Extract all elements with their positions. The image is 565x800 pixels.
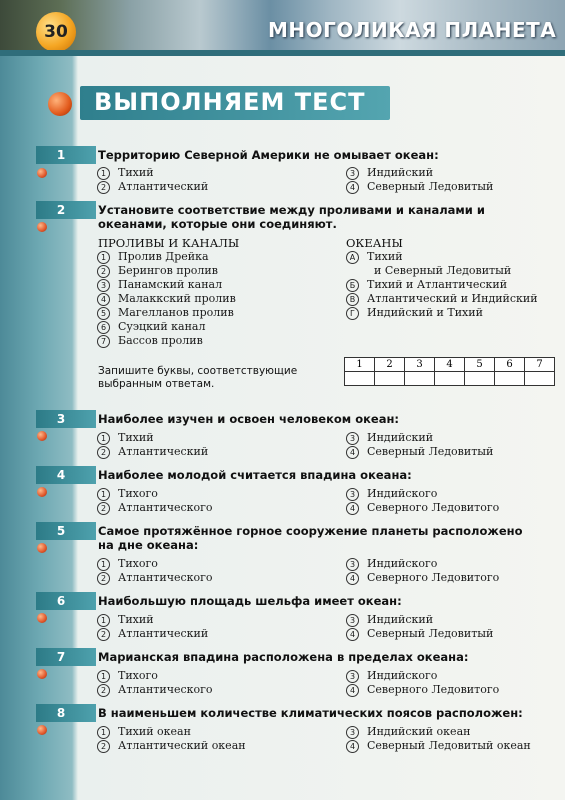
- option-label: Атлантический: [118, 180, 209, 193]
- question-dot-icon: [37, 613, 47, 623]
- option-mark: 1: [97, 614, 110, 627]
- option-mark: 4: [346, 684, 359, 697]
- answer-col-header: 1: [345, 358, 375, 372]
- option-2[interactable]: [97, 683, 213, 697]
- question-dot-icon: [37, 487, 47, 497]
- option-label: Северный Ледовитый: [367, 180, 494, 193]
- option-4[interactable]: [346, 571, 499, 585]
- option-mark: 3: [346, 432, 359, 445]
- ocean-mark: А: [346, 251, 359, 264]
- question-text: Самое протяжённое горное сооружение планеты расположено на дне океана:: [98, 524, 523, 552]
- strait-6: [97, 320, 205, 334]
- strait-7: [97, 334, 203, 348]
- option-3[interactable]: [346, 669, 437, 683]
- option-1[interactable]: [97, 431, 154, 445]
- strait-label: Магелланов пролив: [118, 306, 234, 319]
- page-header: [0, 0, 565, 56]
- strait-label: Суэцкий канал: [118, 320, 206, 333]
- question-text: Марианская впадина расположена в пределах океана:: [98, 650, 469, 664]
- option-label: Северный Ледовитый: [367, 627, 494, 640]
- option-label: Тихого: [118, 487, 158, 500]
- option-mark: 1: [97, 167, 110, 180]
- option-3[interactable]: [346, 613, 433, 627]
- answer-col-header: 2: [375, 358, 405, 372]
- strait-label: Панамский канал: [118, 278, 223, 291]
- question-number: 8: [36, 704, 96, 722]
- option-label: Индийский океан: [367, 725, 471, 738]
- answer-col-header: 3: [405, 358, 435, 372]
- strait-mark: 4: [97, 293, 110, 306]
- option-4[interactable]: [346, 180, 493, 194]
- option-mark: 2: [97, 572, 110, 585]
- option-3[interactable]: [346, 166, 433, 180]
- option-label: Индийского: [367, 487, 438, 500]
- option-label: Тихого: [118, 557, 158, 570]
- option-1[interactable]: [97, 725, 191, 739]
- answer-cell[interactable]: [345, 372, 375, 386]
- option-mark: 4: [346, 572, 359, 585]
- strait-mark: 6: [97, 321, 110, 334]
- strait-1: [97, 250, 209, 264]
- question-number: 7: [36, 648, 96, 666]
- question-text: Территорию Северной Америки не омывает океан:: [98, 148, 439, 162]
- option-label: Атлантического: [118, 571, 213, 584]
- option-4[interactable]: [346, 445, 493, 459]
- option-label: Атлантического: [118, 501, 213, 514]
- question-text: Наиболее изучен и освоен человеком океан:: [98, 412, 399, 426]
- option-mark: 4: [346, 628, 359, 641]
- strait-mark: 5: [97, 307, 110, 320]
- option-mark: 3: [346, 726, 359, 739]
- answer-cell[interactable]: [495, 372, 525, 386]
- question-text: Установите соответствие между проливами и каналами и океанами, которые они соединяют.: [98, 203, 485, 231]
- ocean-a: [346, 250, 403, 264]
- question-dot-icon: [37, 543, 47, 553]
- option-label: Индийского: [367, 557, 438, 570]
- strait-3: [97, 278, 222, 292]
- option-3[interactable]: [346, 557, 437, 571]
- option-label: Тихого: [118, 669, 158, 682]
- option-2[interactable]: [97, 501, 213, 515]
- option-label: Атлантический: [118, 627, 209, 640]
- ocean-mark: Б: [346, 279, 359, 292]
- question-dot-icon: [37, 168, 47, 178]
- section-ball-icon: [48, 92, 72, 116]
- option-3[interactable]: [346, 725, 470, 739]
- option-3[interactable]: [346, 487, 437, 501]
- option-mark: 4: [346, 446, 359, 459]
- question-dot-icon: [37, 431, 47, 441]
- option-label: Северный Ледовитый океан: [367, 739, 531, 752]
- option-label: Атлантический океан: [118, 739, 246, 752]
- strait-mark: 3: [97, 279, 110, 292]
- option-label: Северного Ледовитого: [367, 501, 500, 514]
- option-label: Северного Ледовитого: [367, 683, 500, 696]
- page-number: 30: [36, 12, 76, 52]
- option-2[interactable]: [97, 571, 213, 585]
- option-mark: 2: [97, 181, 110, 194]
- option-3[interactable]: [346, 431, 433, 445]
- option-mark: 1: [97, 558, 110, 571]
- option-mark: 2: [97, 740, 110, 753]
- option-mark: 4: [346, 502, 359, 515]
- option-label: Атлантический: [118, 445, 209, 458]
- option-label: Атлантического: [118, 683, 213, 696]
- strait-label: Берингов пролив: [118, 264, 218, 277]
- strait-4: [97, 292, 236, 306]
- option-mark: 3: [346, 670, 359, 683]
- option-mark: 4: [346, 740, 359, 753]
- option-label: Индийский: [367, 166, 434, 179]
- question-number: 6: [36, 592, 96, 610]
- option-label: Северный Ледовитый: [367, 445, 494, 458]
- option-label: Индийский: [367, 613, 434, 626]
- option-2[interactable]: [97, 739, 246, 753]
- ocean-a-continuation: и Северный Ледовитый: [374, 264, 512, 277]
- oceans-header: ОКЕАНЫ: [346, 236, 403, 250]
- option-4[interactable]: [346, 683, 499, 697]
- strait-mark: 7: [97, 335, 110, 348]
- option-mark: 1: [97, 670, 110, 683]
- answer-cell[interactable]: [375, 372, 405, 386]
- ocean-mark: Г: [346, 307, 359, 320]
- question-dot-icon: [37, 725, 47, 735]
- option-mark: 2: [97, 502, 110, 515]
- option-4[interactable]: [346, 627, 493, 641]
- answer-instruction: Запишите буквы, соответствующие выбранным ответам.: [98, 365, 298, 390]
- question-text: Наибольшую площадь шельфа имеет океан:: [98, 594, 402, 608]
- option-label: Тихий: [118, 166, 154, 179]
- option-mark: 1: [97, 488, 110, 501]
- strait-label: Пролив Дрейка: [118, 250, 209, 263]
- strait-label: Малаккский пролив: [118, 292, 236, 305]
- ocean-label: Тихий: [367, 250, 403, 263]
- option-mark: 1: [97, 726, 110, 739]
- option-label: Тихий океан: [118, 725, 191, 738]
- option-mark: 4: [346, 181, 359, 194]
- ocean-label: Индийский и Тихий: [367, 306, 483, 319]
- question-number: 2: [36, 201, 96, 219]
- ocean-v: [346, 292, 538, 306]
- option-mark: 3: [346, 558, 359, 571]
- ocean-label: Тихий и Атлантический: [367, 278, 508, 291]
- ocean-b: [346, 278, 507, 292]
- answer-col-header: 7: [525, 358, 555, 372]
- strait-label: Басcов пролив: [118, 334, 203, 347]
- option-2[interactable]: [97, 180, 208, 194]
- section-title: ВЫПОЛНЯЕМ ТЕСТ: [94, 88, 366, 116]
- option-2[interactable]: [97, 627, 208, 641]
- option-1[interactable]: [97, 669, 158, 683]
- question-number: 5: [36, 522, 96, 540]
- answer-table: [344, 357, 555, 386]
- answer-cell[interactable]: [435, 372, 465, 386]
- question-dot-icon: [37, 222, 47, 232]
- ocean-label: Атлантический и Индийский: [367, 292, 538, 305]
- strait-2: [97, 264, 218, 278]
- option-label: Индийского: [367, 669, 438, 682]
- strait-mark: 1: [97, 251, 110, 264]
- answer-cell[interactable]: [465, 372, 495, 386]
- option-mark: 2: [97, 628, 110, 641]
- question-number: 3: [36, 410, 96, 428]
- option-mark: 2: [97, 446, 110, 459]
- option-1[interactable]: [97, 487, 158, 501]
- strait-5: [97, 306, 234, 320]
- answer-cell[interactable]: [405, 372, 435, 386]
- option-4[interactable]: [346, 501, 499, 515]
- option-mark: 3: [346, 488, 359, 501]
- question-number: 1: [36, 146, 96, 164]
- option-mark: 3: [346, 614, 359, 627]
- option-label: Тихий: [118, 613, 154, 626]
- answer-cell[interactable]: [525, 372, 555, 386]
- ocean-mark: В: [346, 293, 359, 306]
- option-mark: 3: [346, 167, 359, 180]
- option-label: Северного Ледовитого: [367, 571, 500, 584]
- answer-col-header: 4: [435, 358, 465, 372]
- option-4[interactable]: [346, 739, 531, 753]
- strait-mark: 2: [97, 265, 110, 278]
- answer-col-header: 5: [465, 358, 495, 372]
- book-title: МНОГОЛИКАЯ ПЛАНЕТА: [268, 18, 557, 42]
- question-text: Наиболее молодой считается впадина океана:: [98, 468, 412, 482]
- question-dot-icon: [37, 669, 47, 679]
- question-text: В наименьшем количестве климатических поясов расположен:: [98, 706, 523, 720]
- option-label: Индийский: [367, 431, 434, 444]
- answer-col-header: 6: [495, 358, 525, 372]
- option-2[interactable]: [97, 445, 208, 459]
- option-1[interactable]: [97, 613, 154, 627]
- option-1[interactable]: [97, 166, 154, 180]
- straits-header: ПРОЛИВЫ И КАНАЛЫ: [98, 236, 240, 250]
- option-label: Тихий: [118, 431, 154, 444]
- option-mark: 1: [97, 432, 110, 445]
- option-1[interactable]: [97, 557, 158, 571]
- ocean-g: [346, 306, 483, 320]
- question-number: 4: [36, 466, 96, 484]
- option-mark: 2: [97, 684, 110, 697]
